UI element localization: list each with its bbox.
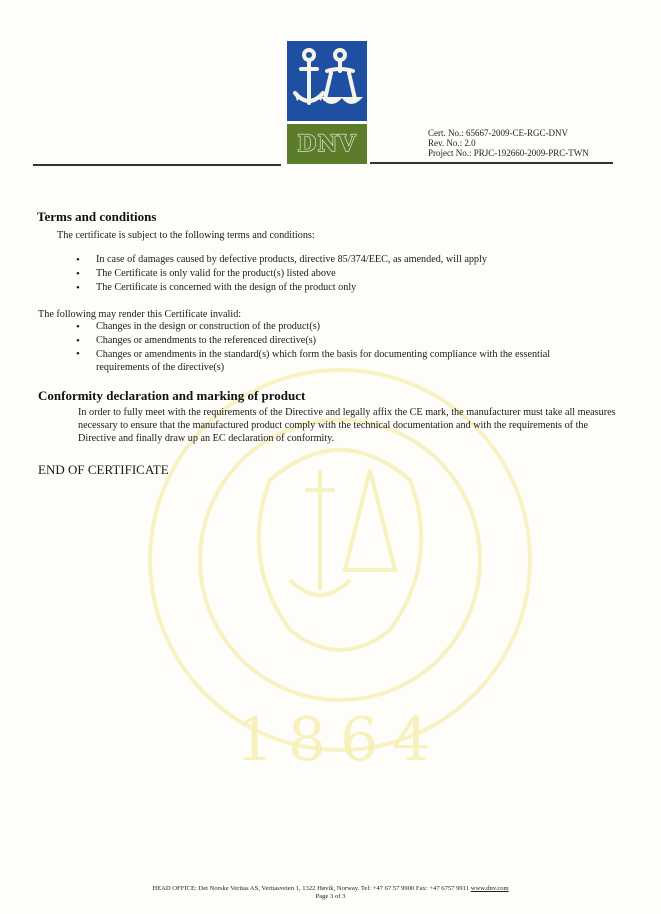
terms-item: • In case of damages caused by defective products, directive 85/374/EEC, as amended, will apply	[76, 253, 616, 267]
logo-emblem	[287, 41, 367, 121]
dnv-logo	[287, 41, 367, 164]
invalid-item: • Changes or amendments to the referenced directive(s)	[76, 334, 596, 348]
logo-text: DNV	[297, 131, 357, 157]
conformity-text: In order to fully meet with the requirements of the Directive and legally affix the CE mark, the manufacturer must take all measures necessary to ensure that the manufactured product comply with the technical documentation and with the requirements of the Directive and finally draw up an EC declaration of conformity.	[78, 407, 616, 444]
logo-wordmark	[287, 124, 367, 164]
invalid-item: • Changes in the design or construction of the product(s)	[76, 320, 596, 334]
invalid-intro: The following may render this Certificate invalid:	[38, 309, 242, 320]
header-rule-right	[370, 162, 613, 164]
invalid-item: • Changes or amendments in the standard(s) which form the basis for documenting compliance with the essential requirements of the directive(s)	[76, 348, 596, 374]
terms-item: • The Certificate is only valid for the product(s) listed above	[76, 267, 616, 281]
page-number: Page 3 of 3	[315, 893, 346, 900]
certificate-info	[428, 128, 589, 158]
watermark-year: 1864	[235, 705, 445, 775]
header-rule-left	[33, 164, 281, 166]
terms-list	[76, 253, 616, 295]
project-number: Project No.: PRJC-192660-2009-PRC-TWN	[428, 148, 589, 158]
footer-address: HEAD OFFICE: Det Norske Veritas AS, Veritasveien 1, 1322 Høvik, Norway. Tel: +47 67 57 9900 Fax: +47 6757 9911	[152, 885, 470, 892]
cert-number: Cert. No.: 65667-2009-CE-RGC-DNV	[428, 128, 568, 138]
revision-number: Rev. No.: 2.0	[428, 138, 476, 148]
end-of-certificate: END OF CERTIFICATE	[38, 462, 169, 477]
terms-intro: The certificate is subject to the following terms and conditions:	[57, 230, 315, 241]
anchor-and-scales-icon	[287, 41, 367, 121]
website-link[interactable]: www.dnv.com	[470, 885, 509, 892]
invalid-list	[76, 320, 596, 374]
footer-address-line	[0, 885, 661, 893]
terms-item: • The Certificate is concerned with the design of the product only	[76, 281, 616, 295]
footer	[0, 885, 661, 901]
conformity-heading: Conformity declaration and marking of product	[38, 388, 306, 403]
terms-heading: Terms and conditions	[37, 209, 157, 224]
